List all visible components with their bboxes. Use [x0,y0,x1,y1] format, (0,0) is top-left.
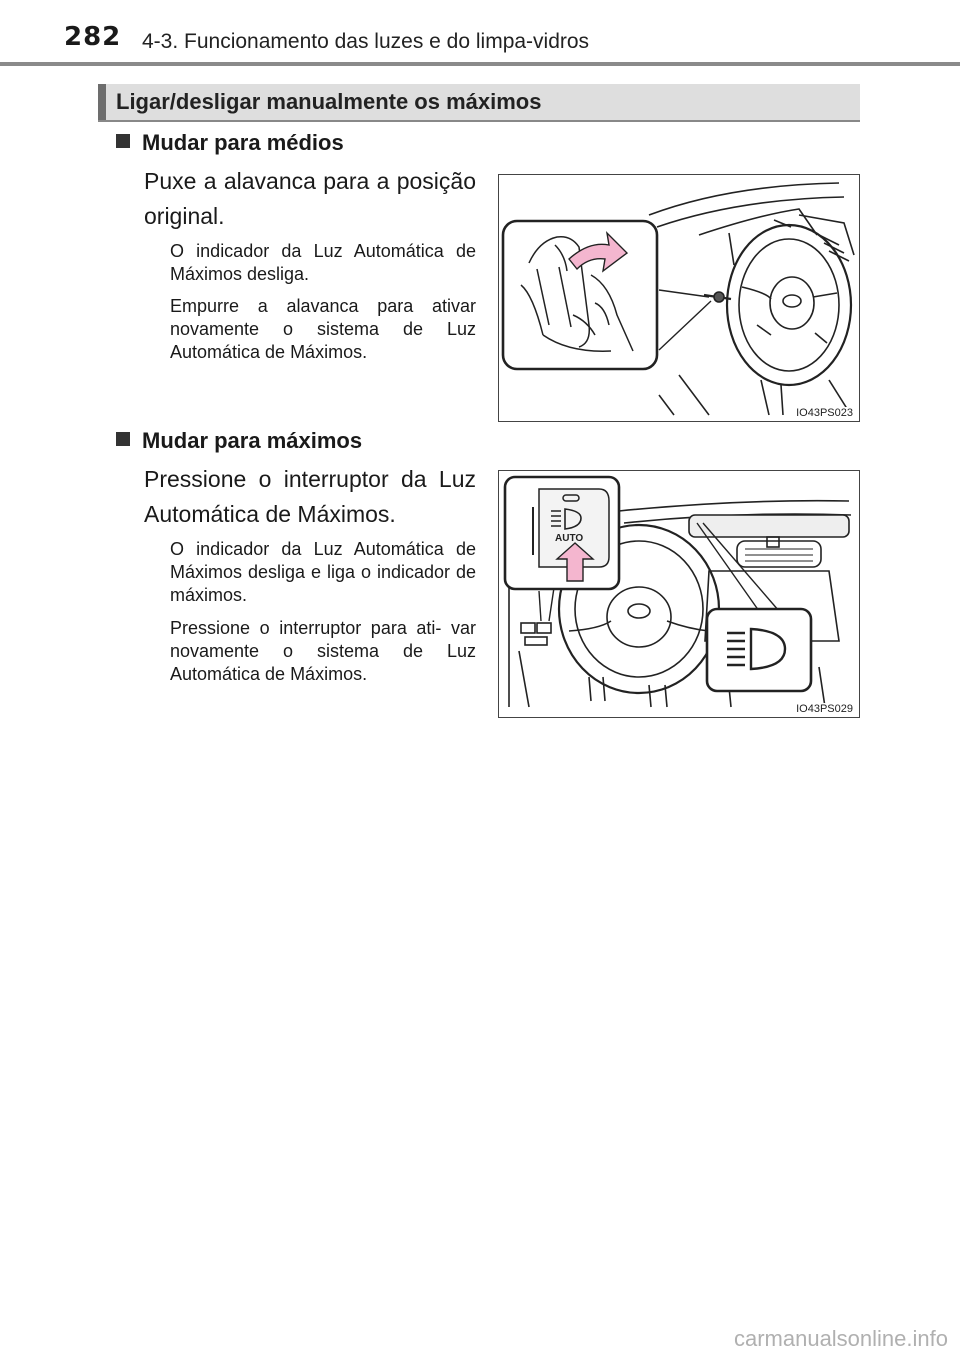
figure-code: IO43PS029 [796,703,853,715]
page-number: 282 [64,22,122,52]
auto-switch-label: AUTO [555,533,584,544]
section-title: Ligar/desligar manualmente os máximos [116,89,542,114]
square-bullet-icon [116,134,130,148]
step-high-beam: Pressione o interruptor da Luz Automática de Máximos. [144,466,476,527]
figure-lever-pull [498,174,860,422]
header-rule [0,62,960,66]
chapter-title: 4-3. Funcionamento das luzes e do limpa-vidros [142,30,590,53]
note-high-beam-1: O indicador da Luz Automática de Máximos desliga e liga o indicador de máximos. [170,539,476,605]
note-low-beam-1: O indicador da Luz Automática de Máximos desliga. [170,241,476,284]
page-header [0,0,960,70]
figure-code: IO43PS023 [796,407,853,419]
lever-illustration [499,175,859,421]
section-title-bar [98,84,860,122]
step-low-beam: Puxe a alavanca para a posição original. [144,168,476,229]
square-bullet-icon [116,432,130,446]
watermark: carmanualsonline.info [733,1326,948,1351]
figure-auto-switch [498,470,860,718]
subheading-high-beam-text: Mudar para máximos [142,428,363,453]
section-accent [98,84,106,120]
subheading-high-beam [116,428,362,454]
note-low-beam-2: Empurre a alavanca para ativar novamente o sistema de Luz Automática de Máximos. [170,296,476,362]
subheading-low-beam-text: Mudar para médios [142,130,344,155]
subheading-low-beam [116,130,344,156]
note-high-beam-2: Pressione o interruptor para ati- var novamente o sistema de Luz Automática de Máximos. [170,618,476,684]
dashboard-illustration [499,471,859,717]
